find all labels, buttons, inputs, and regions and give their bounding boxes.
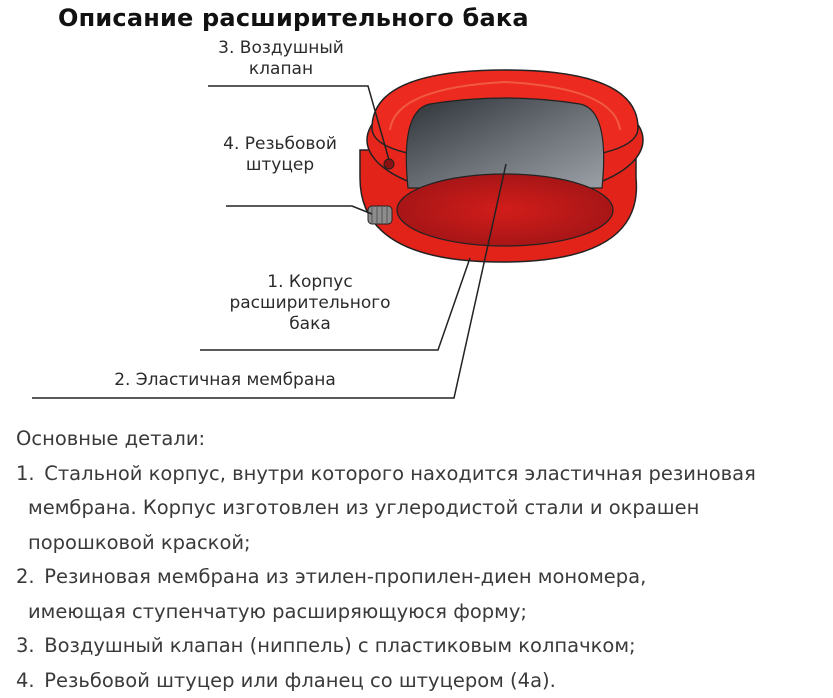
threaded-fitting	[368, 206, 392, 224]
item-text: имеющая ступенчатую расширяющуюся форму;	[16, 595, 828, 630]
label-air-valve: 3. Воздушный клапан	[196, 38, 366, 80]
list-item	[16, 629, 828, 664]
item-text: порошковой краской;	[16, 526, 828, 561]
item-text: Резьбовой штуцер или фланец со штуцером (4а).	[44, 669, 556, 692]
list-item	[16, 664, 828, 698]
air-valve	[384, 159, 394, 169]
label-membrane: 2. Эластичная мембрана	[60, 370, 390, 391]
page-title: Описание расширительного бака	[58, 4, 529, 32]
leader-line-fitting	[226, 206, 372, 214]
details-heading: Основные детали:	[16, 422, 828, 457]
item-number: 2.	[16, 560, 38, 595]
label-tank-body: 1. Корпус расширительного бака	[200, 272, 420, 335]
item-text: Резиновая мембрана из этилен-пропилен-диен мономера,	[44, 565, 646, 588]
item-number: 3.	[16, 629, 38, 664]
item-text: Стальной корпус, внутри которого находится эластичная резиновая	[44, 462, 756, 485]
item-number: 4.	[16, 664, 38, 698]
item-number: 1.	[16, 457, 38, 492]
item-text: Воздушный клапан (ниппель) с пластиковым колпачком;	[44, 634, 635, 657]
details-section	[16, 422, 828, 698]
item-text: мембрана. Корпус изготовлен из углеродистой стали и окрашен	[16, 491, 828, 526]
label-threaded-fitting: 4. Резьбовой штуцер	[200, 134, 360, 176]
list-item	[16, 560, 828, 629]
tank-inner-bottom	[397, 174, 613, 246]
list-item	[16, 457, 828, 561]
